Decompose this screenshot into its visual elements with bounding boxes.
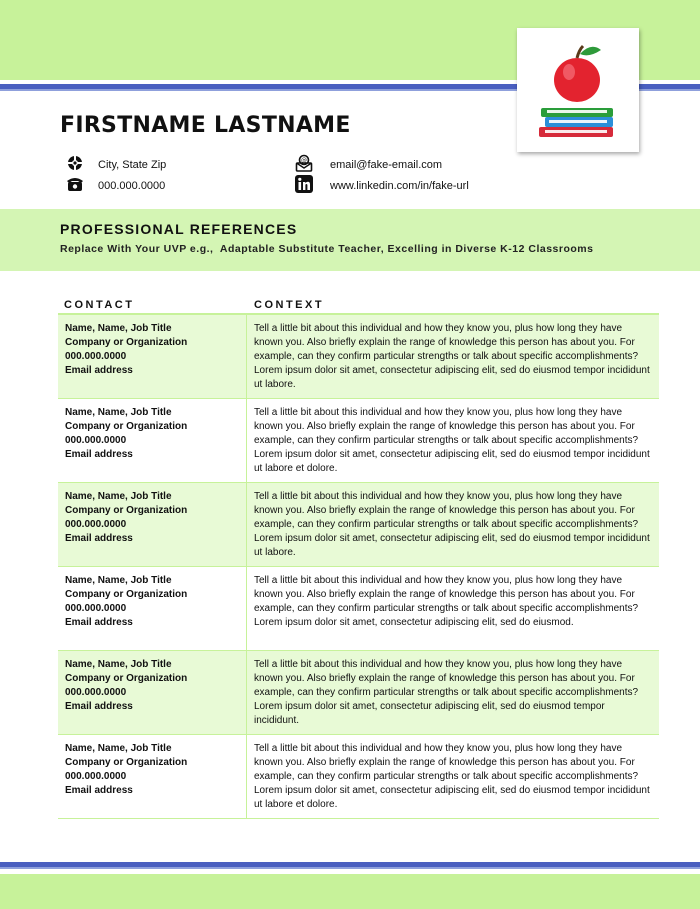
table-row bbox=[58, 399, 659, 483]
reference-phone: 000.000.0000 bbox=[65, 519, 127, 530]
reference-name: Name, Name, Job Title bbox=[65, 323, 172, 334]
phone-icon bbox=[66, 175, 84, 193]
reference-email: Email address bbox=[65, 617, 133, 628]
reference-company: Company or Organization bbox=[65, 673, 188, 684]
bottom-band bbox=[0, 874, 700, 909]
references-table bbox=[58, 315, 659, 819]
candidate-name: FIRSTNAME LASTNAME bbox=[60, 113, 351, 138]
email-icon bbox=[295, 154, 313, 172]
table-row bbox=[58, 315, 659, 399]
reference-context: Tell a little bit about this individual and how they know you, plus how long they have known you. Also briefly explain the range of knowledge this person has about you. For example, can they confirm particular strengths or talk about specific accomplishments? Lorem ipsum dolor sit amet, consectetur adipiscing elit, sed do eiusmod. bbox=[254, 575, 639, 628]
reference-email: Email address bbox=[65, 365, 133, 376]
reference-company: Company or Organization bbox=[65, 337, 188, 348]
reference-company: Company or Organization bbox=[65, 505, 188, 516]
email-link[interactable]: email@fake-email.com bbox=[330, 159, 443, 171]
table-row bbox=[58, 651, 659, 735]
reference-contact bbox=[58, 651, 247, 734]
reference-phone: 000.000.0000 bbox=[65, 351, 127, 362]
reference-name: Name, Name, Job Title bbox=[65, 743, 172, 754]
reference-context: Tell a little bit about this individual and how they know you, plus how long they have known you. Also briefly explain the range of knowledge this person has about you. For example, can they confirm particular strengths or talk about specific accomplishments? Lorem ipsum dolor sit amet, consectetur adipiscing elit, sed do eiusmod tempor incididunt ut labore. bbox=[254, 323, 650, 390]
table-row bbox=[58, 567, 659, 651]
column-header-contact: CONTACT bbox=[64, 299, 135, 311]
section-title: PROFESSIONAL REFERENCES bbox=[60, 221, 298, 237]
reference-phone: 000.000.0000 bbox=[65, 603, 127, 614]
reference-phone: 000.000.0000 bbox=[65, 687, 127, 698]
reference-context: Tell a little bit about this individual and how they know you, plus how long they have known you. Also briefly explain the range of knowledge this person has about you. For example, can they confirm particular strengths or talk about specific accomplishments? Lorem ipsum dolor sit amet, consectetur adipiscing elit, sed do eiusmod tempor incididunt ut labore. bbox=[254, 491, 650, 558]
reference-phone: 000.000.0000 bbox=[65, 435, 127, 446]
reference-email: Email address bbox=[65, 701, 133, 712]
reference-contact bbox=[58, 315, 247, 398]
reference-context: Tell a little bit about this individual and how they know you, plus how long they have known you. Also briefly explain the range of knowledge this person has about you. For example, can they confirm particular strengths or talk about specific accomplishments? Lorem ipsum dolor sit amet, consectetur adipiscing elit, sed do eiusmod tempor incididunt. bbox=[254, 659, 639, 726]
location-icon bbox=[66, 154, 84, 172]
reference-contact bbox=[58, 399, 247, 482]
linkedin-icon bbox=[295, 175, 313, 193]
reference-company: Company or Organization bbox=[65, 589, 188, 600]
reference-email: Email address bbox=[65, 785, 133, 796]
column-header-context: CONTEXT bbox=[254, 299, 325, 311]
phone-text: 000.000.0000 bbox=[98, 180, 166, 192]
bottom-stripe-light bbox=[0, 867, 700, 869]
reference-name: Name, Name, Job Title bbox=[65, 575, 172, 586]
reference-phone: 000.000.0000 bbox=[65, 771, 127, 782]
reference-name: Name, Name, Job Title bbox=[65, 491, 172, 502]
logo-card bbox=[517, 28, 639, 152]
section-band bbox=[0, 209, 700, 271]
reference-name: Name, Name, Job Title bbox=[65, 407, 172, 418]
reference-email: Email address bbox=[65, 449, 133, 460]
reference-contact bbox=[58, 735, 247, 818]
table-row bbox=[58, 483, 659, 567]
table-row bbox=[58, 735, 659, 819]
apple-books-logo bbox=[517, 28, 639, 152]
reference-context: Tell a little bit about this individual and how they know you, plus how long they have known you. Also briefly explain the range of knowledge this person has about you. For example, can they confirm particular strengths or talk about specific accomplishments? Lorem ipsum dolor sit amet, consectetur adipiscing elit, sed do eiusmod tempor incididunt ut labore et dolore. bbox=[254, 407, 650, 474]
reference-email: Email address bbox=[65, 533, 133, 544]
linkedin-link[interactable]: www.linkedin.com/in/fake-url bbox=[330, 180, 469, 192]
reference-company: Company or Organization bbox=[65, 421, 188, 432]
reference-company: Company or Organization bbox=[65, 757, 188, 768]
location-text: City, State Zip bbox=[98, 159, 167, 171]
reference-contact bbox=[58, 567, 247, 650]
reference-contact bbox=[58, 483, 247, 566]
svg-text:@: @ bbox=[301, 157, 307, 165]
reference-name: Name, Name, Job Title bbox=[65, 659, 172, 670]
section-subtitle: Replace With Your UVP e.g., Adaptable Substitute Teacher, Excelling in Diverse K-12 Classrooms bbox=[60, 243, 594, 255]
reference-context: Tell a little bit about this individual and how they know you, plus how long they have known you. Also briefly explain the range of knowledge this person has about you. For example, can they confirm particular strengths or talk about specific accomplishments? Lorem ipsum dolor sit amet, consectetur adipiscing elit, sed do eiusmod tempor incididunt ut labore et dolore. bbox=[254, 743, 650, 810]
